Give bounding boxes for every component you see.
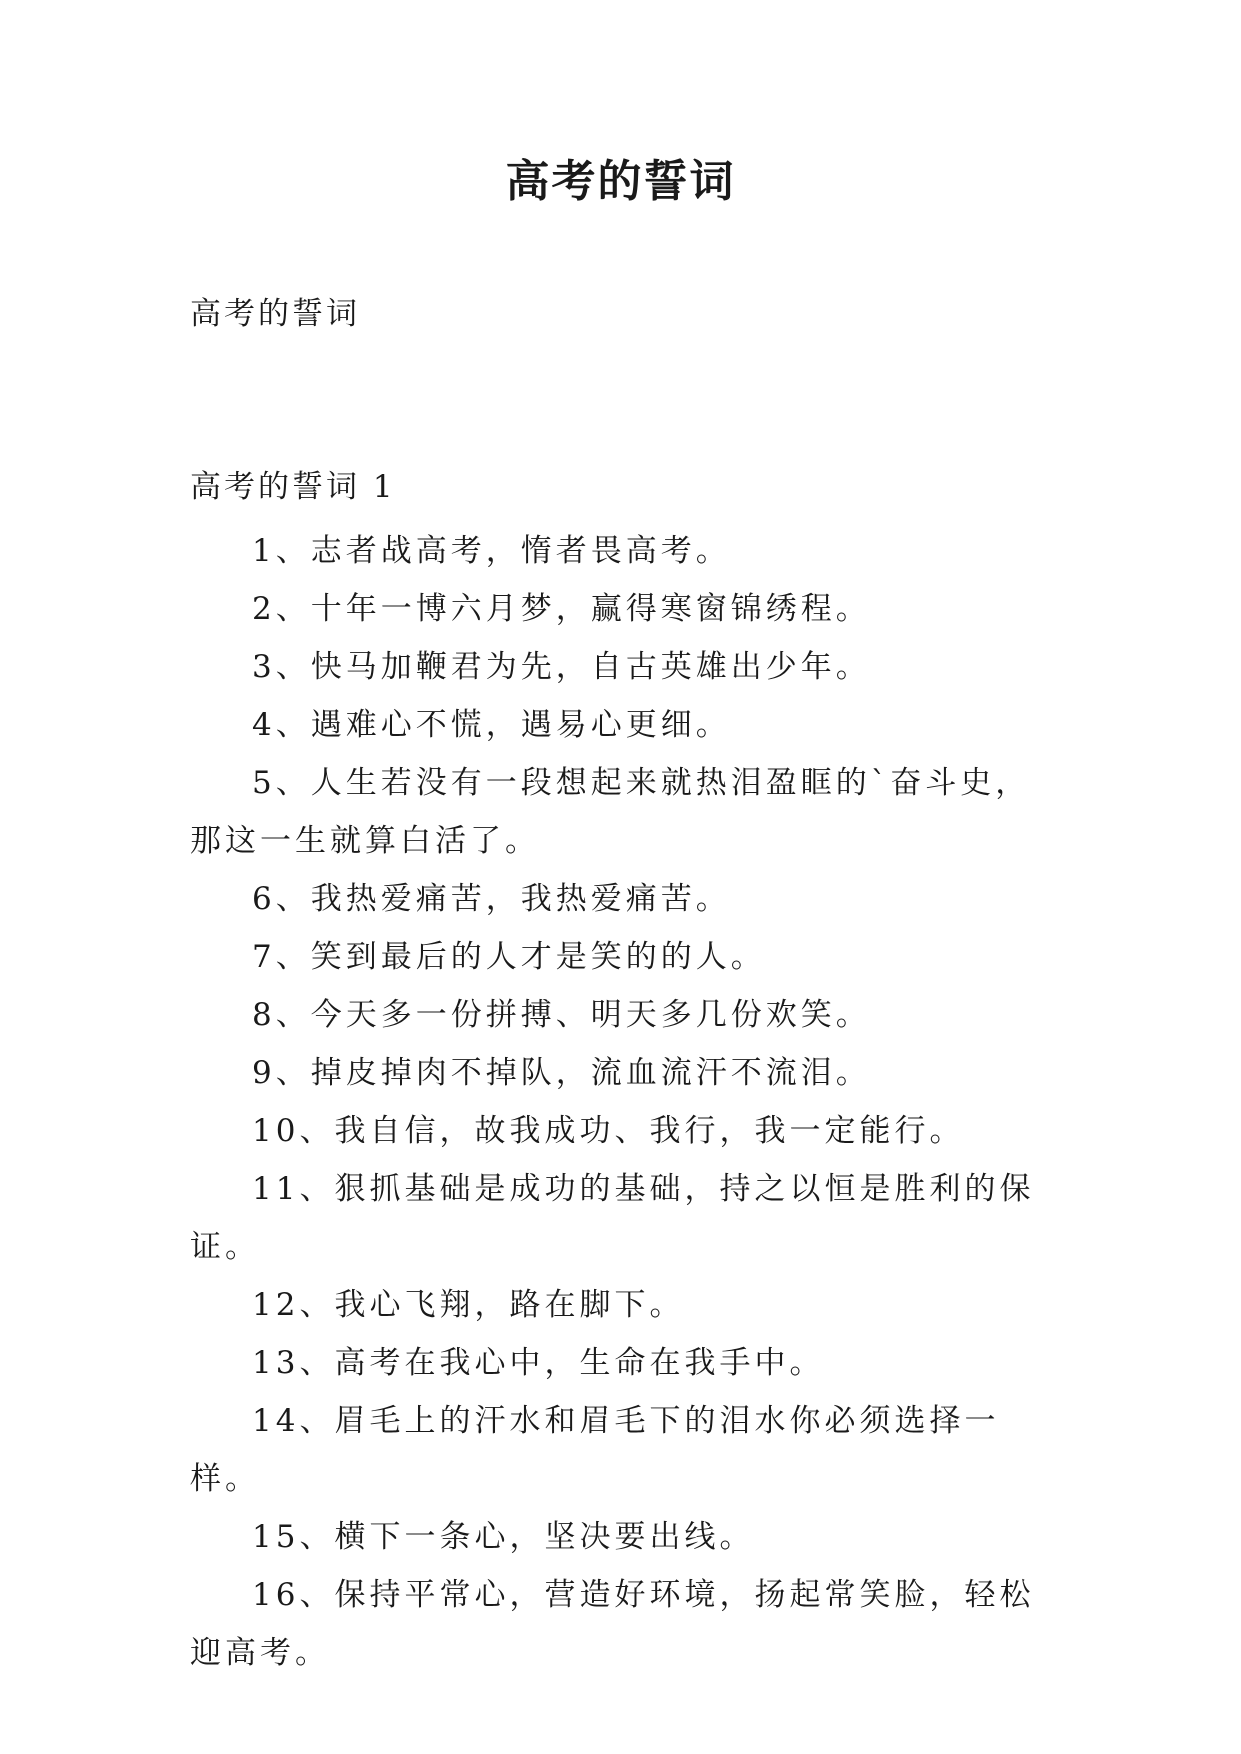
pledge-item-8: 8、今天多一份拼搏、明天多几份欢笑。: [252, 997, 871, 1033]
pledge-item-12: 12、我心飞翔，路在脚下。: [252, 1287, 685, 1323]
pledge-item-13: 13、高考在我心中，生命在我手中。: [252, 1345, 825, 1381]
pledge-item-6: 6、我热爱痛苦，我热爱痛苦。: [252, 881, 731, 917]
pledge-item-10: 10、我自信，故我成功、我行，我一定能行。: [252, 1113, 965, 1149]
pledge-item-5: 5、人生若没有一段想起来就热泪盈眶的`奋斗史，那这一生就算白活了。: [190, 765, 1031, 859]
document-title: 高考的誓词: [505, 156, 736, 207]
pledge-item-4: 4、遇难心不慌，遇易心更细。: [252, 707, 731, 743]
pledge-item-1: 1、志者战高考，惰者畏高考。: [252, 533, 731, 569]
document-subtitle: 高考的誓词: [190, 296, 360, 332]
pledge-item-15: 15、横下一条心，坚决要出线。: [252, 1519, 755, 1555]
pledge-item-16: 16、保持平常心，营造好环境，扬起常笑脸，轻松迎高考。: [190, 1577, 1035, 1671]
pledge-item-9: 9、掉皮掉肉不掉队，流血流汗不流泪。: [252, 1055, 871, 1091]
pledge-item-14: 14、眉毛上的汗水和眉毛下的泪水你必须选择一样。: [190, 1403, 1000, 1497]
pledge-item-2: 2、十年一博六月梦，赢得寒窗锦绣程。: [252, 591, 871, 627]
pledge-list: [190, 522, 1060, 1682]
pledge-item-11: 11、狠抓基础是成功的基础，持之以恒是胜利的保证。: [190, 1171, 1035, 1265]
pledge-item-7: 7、笑到最后的人才是笑的的人。: [252, 939, 766, 975]
pledge-item-3: 3、快马加鞭君为先，自古英雄出少年。: [252, 649, 871, 685]
section-heading: 高考的誓词 1: [190, 469, 396, 505]
